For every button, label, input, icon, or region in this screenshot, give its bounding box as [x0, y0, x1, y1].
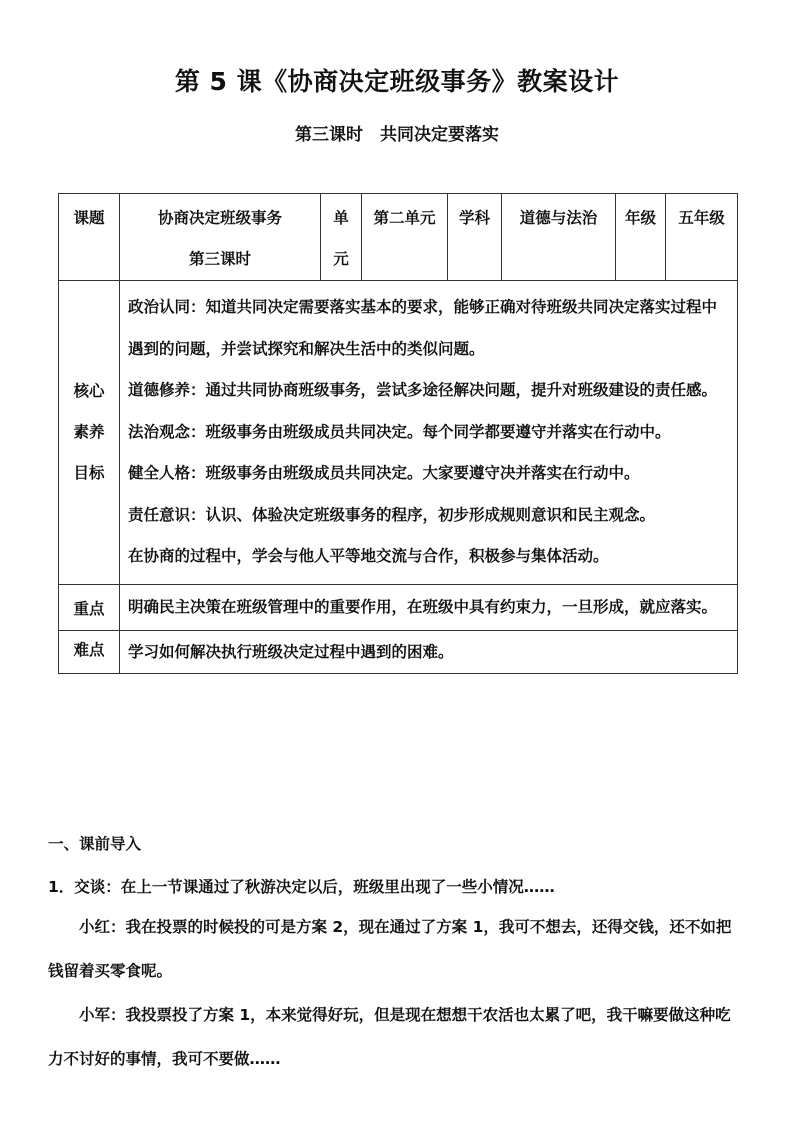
table-row [59, 194, 738, 281]
difficulty-label-cell: 难点 [59, 630, 120, 673]
grade-value-cell: 五年级 [666, 194, 738, 281]
difficulty-value-cell: 学习如何解决执行班级决定过程中遇到的困难。 [120, 630, 738, 673]
page-subtitle: 第三课时 共同决定要落实 [295, 125, 499, 145]
goal-item: 责任意识：认识、体验决定班级事务的程序，初步形成规则意识和民主观念。 [128, 505, 656, 524]
goal-item: 健全人格：班级事务由班级成员共同决定。大家要遵守决并落实在行动中。 [128, 464, 640, 482]
grade-label-cell: 年级 [616, 194, 666, 281]
topic-line1: 协商决定班级事务 [157, 209, 282, 227]
goal-item: 在协商的过程中，学会与他人平等地交流与合作，积极参与集体活动。 [128, 547, 609, 565]
key-value-cell: 明确民主决策在班级管理中的重要作用，在班级中具有约束力，一旦形成，就应落实。 [120, 584, 738, 630]
unit-label-cell: 单 元 [321, 194, 362, 281]
unit-value-cell: 第二单元 [362, 194, 448, 281]
topic-label-cell: 课题 [59, 194, 120, 281]
paragraph-1: 1．交谈：在上一节课通过了秋游决定以后，班级里出现了一些小情况…… [48, 878, 555, 896]
paragraph-3: 小军：我投票投了方案 1，本来觉得好玩，但是现在想想干农活也太累了吧，我干嘛要做这种吃力不讨好的事情，我可不要做…… [48, 1006, 731, 1068]
topic-line2: 第三课时 [188, 250, 251, 268]
lesson-info-table [58, 193, 738, 674]
paragraph-2: 小红：我在投票的时候投的可是方案 2，现在通过了方案 1，我可不想去，还得交钱，还不如把钱留着买零食呢。 [48, 918, 732, 980]
goals-label-cell: 核心 素养 目标 [59, 281, 120, 585]
topic-value-cell [120, 194, 321, 281]
goal-item: 法治观念：班级事务由班级成员共同决定。每个同学都要遵守并落实在行动中。 [128, 422, 671, 441]
table-row [59, 584, 738, 630]
goal-item: 道德修养：通过共同协商班级事务，尝试多途径解决问题，提升对班级建设的责任感。 [128, 381, 718, 399]
key-label-cell: 重点 [59, 584, 120, 630]
page-title: 第 5 课《协商决定班级事务》教案设计 [174, 67, 620, 96]
subject-value-cell: 道德与法治 [502, 194, 616, 281]
table-row [59, 630, 738, 673]
goals-body-cell [120, 281, 738, 585]
table-row [59, 281, 738, 585]
section-heading: 一、课前导入 [48, 835, 142, 853]
subject-label-cell: 学科 [448, 194, 502, 281]
goal-item: 政治认同：知道共同决定需要落实基本的要求，能够正确对待班级共同决定落实过程中遇到的问题，并尝试探究和解决生活中的类似问题。 [128, 298, 718, 358]
